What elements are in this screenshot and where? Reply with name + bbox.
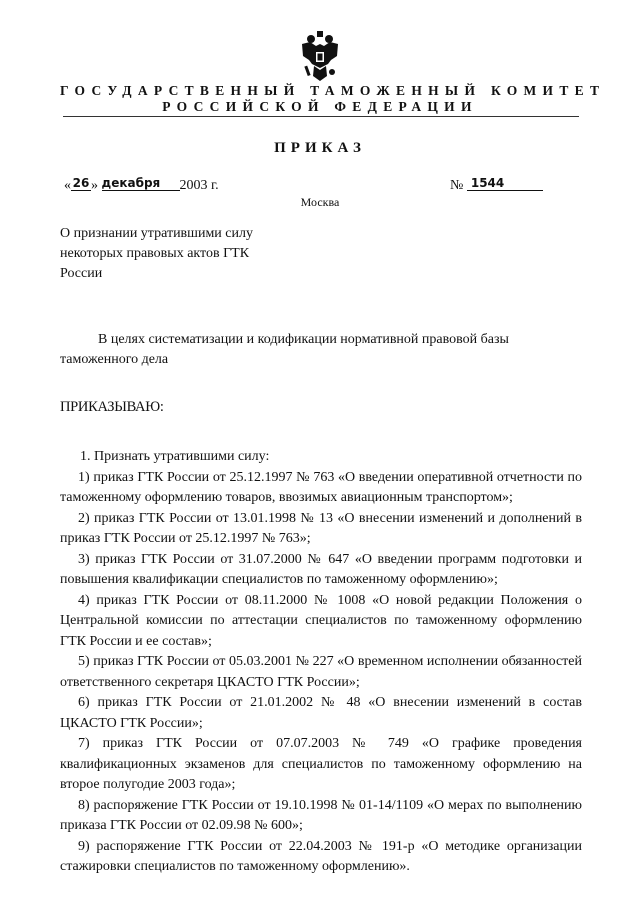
number-label: №	[450, 178, 464, 193]
preamble-second-line: таможенного дела	[60, 352, 169, 367]
date-month: декабря	[102, 176, 180, 191]
document-number	[450, 176, 543, 194]
list-item: 8) распоряжение ГТК России от 19.10.1998 № 01-14/1109 «О мерах по выполнению приказа ГТК России от 02.09.98 № 600»;	[60, 797, 582, 833]
document-subject: О признании утратившими силу некоторых правовых актов ГТК России	[60, 226, 253, 281]
list-item: 2) приказ ГТК России от 13.01.1998 № 13 «О внесении изменений и дополнений в приказ ГТК России от 25.12.1997 № 763»;	[60, 510, 582, 546]
organization-name-line2: РОССИЙСКОЙ ФЕДЕРАЦИИ	[162, 99, 478, 114]
number-value: 1544	[467, 176, 543, 191]
preamble-first-line: В целях систематизации и кодификации нормативной правовой базы	[98, 332, 509, 347]
order-word: ПРИКАЗЫВАЮ:	[60, 399, 164, 415]
list-item: 5) приказ ГТК России от 05.03.2001 № 227 «О временном исполнении обязанностей ответственного секретаря ЦКАСТО ГТК России»;	[60, 654, 582, 690]
point-1: 1. Признать утратившими силу:	[80, 449, 270, 464]
coat-of-arms-icon	[300, 30, 340, 82]
list-item: 7) приказ ГТК России от 07.07.2003 № 749 «О графике проведения квалификационных экзаменов для специалистов по таможенному оформлению на второе полугодие 2003 года»;	[60, 736, 582, 792]
list-item: 6) приказ ГТК России от 21.01.2002 № 48 «О внесении изменений в состав ЦКАСТО ГТК России»;	[60, 695, 582, 731]
document-city: Москва	[300, 195, 340, 209]
document-date	[64, 176, 219, 194]
list-item: 3) приказ ГТК России от 31.07.2000 № 647 «О введении программ подготовки и повышения квалификации специалистов по таможенному оформлению»;	[60, 551, 582, 587]
date-close-quote: »	[91, 178, 98, 193]
date-open-quote: «	[64, 178, 71, 193]
date-day: 26	[72, 176, 90, 190]
date-year: 2003 г.	[179, 178, 219, 193]
organization-name-line1: ГОСУДАРСТВЕННЫЙ ТАМОЖЕННЫЙ КОМИТЕТ	[60, 83, 606, 98]
preamble	[60, 330, 580, 370]
list-item: 1) приказ ГТК России от 25.12.1997 № 763 «О введении оперативной отчетности по таможенному оформлению товаров, ввозимых авиационным транспортом»;	[60, 469, 582, 505]
header-divider	[63, 116, 579, 117]
list-item: 9) распоряжение ГТК России от 22.04.2003 № 191-р «О методике организации стажировки специалистов по таможенному оформлению».	[60, 838, 582, 874]
list-item: 4) приказ ГТК России от 08.11.2000 № 1008 «О новой редакции Положения о Центральной комиссии по аттестации специалистов по таможенному оформлению ГТК России и ее состав»;	[60, 592, 582, 649]
repealed-acts-list	[60, 447, 582, 878]
document-type-title: ПРИКАЗ	[274, 140, 366, 156]
